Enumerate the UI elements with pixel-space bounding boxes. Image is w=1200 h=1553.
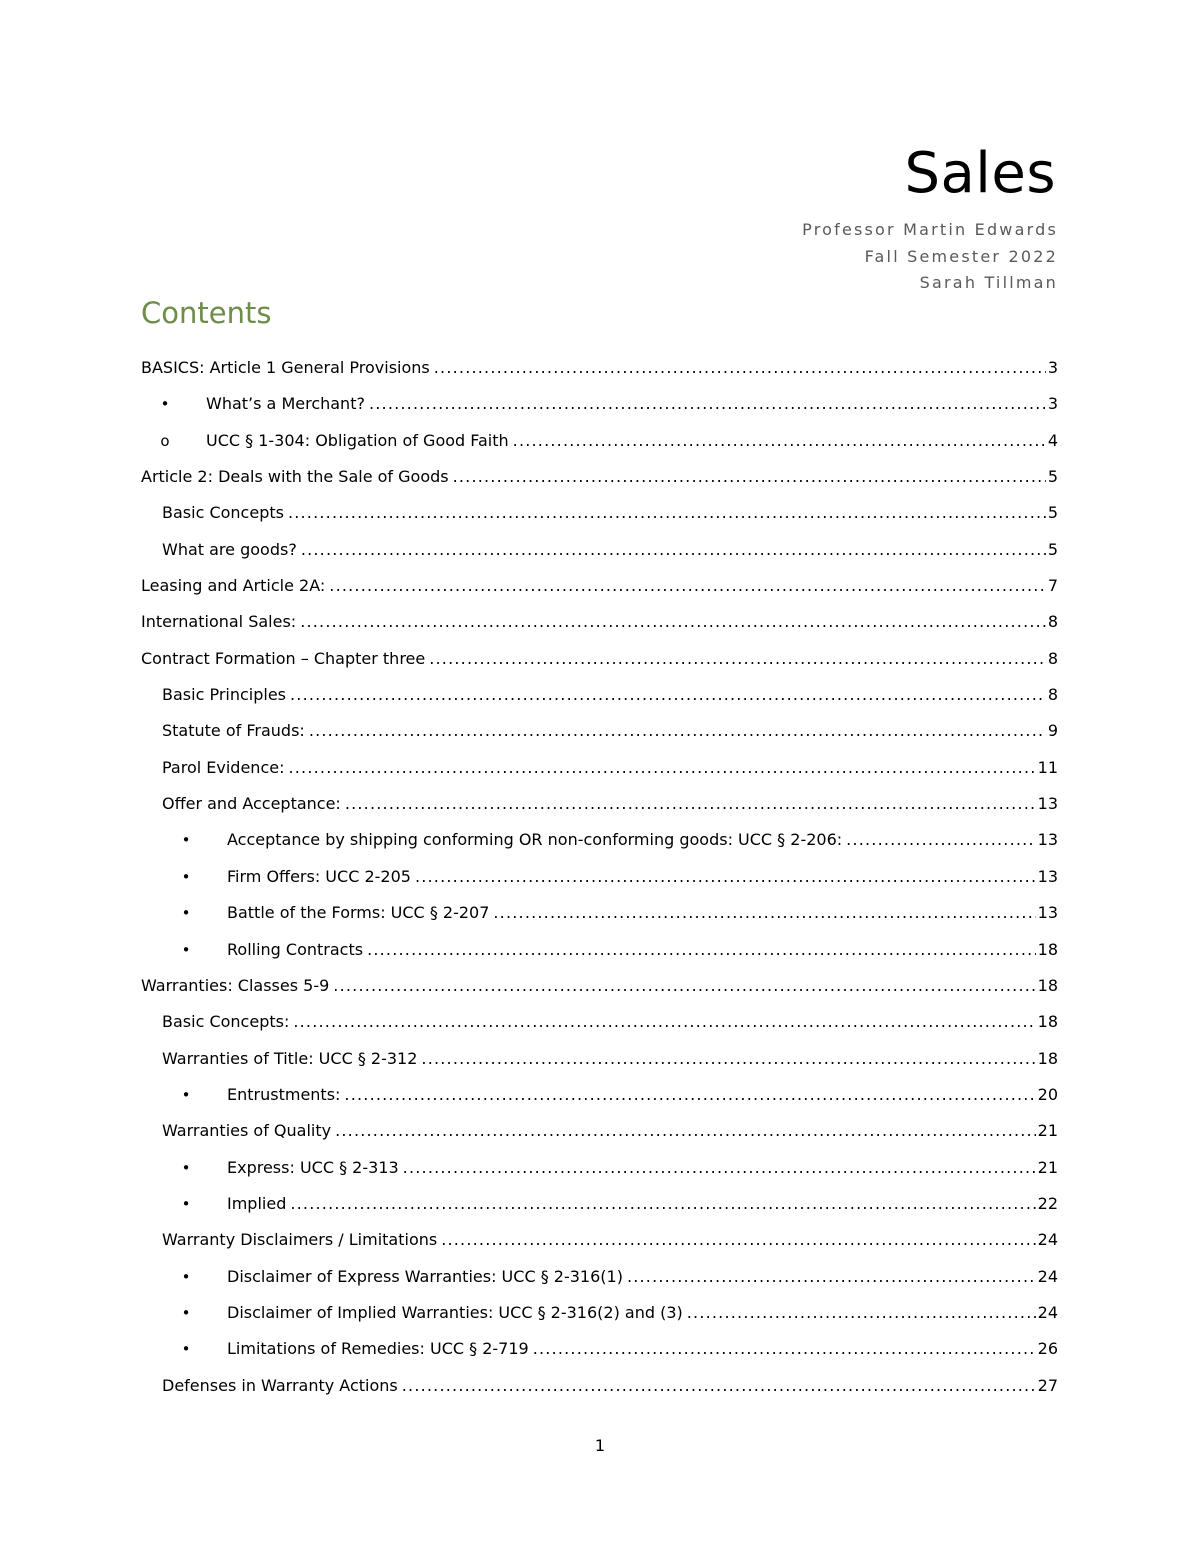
toc-entry-page[interactable]: 22 xyxy=(1037,1193,1058,1213)
toc-entry[interactable] xyxy=(141,937,1058,973)
toc-entry-title[interactable]: BASICS: Article 1 General Provisions xyxy=(141,355,432,381)
toc-entry[interactable] xyxy=(141,1300,1058,1336)
dot-leader xyxy=(513,428,1046,454)
toc-entry-page[interactable]: 24 xyxy=(1037,1302,1058,1322)
toc-entry-page[interactable]: 18 xyxy=(1037,939,1058,959)
toc-entry[interactable] xyxy=(141,355,1058,391)
toc-entry-page[interactable]: 26 xyxy=(1037,1339,1058,1359)
dot-leader xyxy=(333,973,1035,999)
toc-entry-title[interactable]: Contract Formation – Chapter three xyxy=(141,646,427,672)
toc-entry-title[interactable]: Parol Evidence: xyxy=(162,755,286,781)
toc-entry[interactable] xyxy=(141,718,1058,754)
toc-entry-title[interactable]: Express: UCC § 2-313 xyxy=(227,1155,401,1181)
toc-entry[interactable] xyxy=(141,827,1058,863)
toc-entry-title[interactable]: Warranties: Classes 5-9 xyxy=(141,973,331,999)
dot-leader xyxy=(290,1191,1035,1217)
toc-entry[interactable] xyxy=(141,464,1058,500)
toc-entry-title[interactable]: What are goods? xyxy=(162,537,299,563)
toc-entry[interactable] xyxy=(141,682,1058,718)
toc-entry[interactable] xyxy=(141,1046,1058,1082)
toc-entry[interactable] xyxy=(141,1118,1058,1154)
toc-entry[interactable] xyxy=(141,1264,1058,1300)
page-number: 1 xyxy=(594,1436,606,1455)
toc-entry-title[interactable]: Basic Concepts xyxy=(162,500,286,526)
toc-entry[interactable] xyxy=(141,900,1058,936)
bullet-icon: • xyxy=(160,395,170,414)
toc-entry-page[interactable]: 8 xyxy=(1047,612,1058,632)
toc-entry[interactable] xyxy=(141,973,1058,1009)
dot-leader xyxy=(421,1046,1035,1072)
toc-entry-title[interactable]: Article 2: Deals with the Sale of Goods xyxy=(141,464,451,490)
bullet-icon: • xyxy=(181,1340,191,1359)
table-of-contents xyxy=(141,355,1058,1409)
toc-entry[interactable] xyxy=(141,391,1058,427)
dot-leader xyxy=(415,864,1036,890)
toc-entry-title[interactable]: UCC § 1-304: Obligation of Good Faith xyxy=(206,428,511,454)
toc-entry-title[interactable]: Warranties of Quality xyxy=(162,1118,333,1144)
dot-leader xyxy=(846,827,1035,853)
toc-entry[interactable] xyxy=(141,864,1058,900)
toc-entry-title[interactable]: Entrustments: xyxy=(227,1082,342,1108)
toc-entry-title[interactable]: International Sales: xyxy=(141,609,298,635)
circle-bullet-icon: o xyxy=(160,431,170,450)
toc-entry-page[interactable]: 11 xyxy=(1037,757,1058,777)
bullet-icon: • xyxy=(181,1303,191,1322)
toc-entry-page[interactable]: 3 xyxy=(1047,394,1058,414)
toc-entry-title[interactable]: Limitations of Remedies: UCC § 2-719 xyxy=(227,1336,531,1362)
toc-entry[interactable] xyxy=(141,1009,1058,1045)
dot-leader xyxy=(441,1227,1035,1253)
toc-entry-page[interactable]: 4 xyxy=(1047,430,1058,450)
toc-entry-title[interactable]: Defenses in Warranty Actions xyxy=(162,1373,400,1399)
toc-entry-page[interactable]: 13 xyxy=(1037,830,1058,850)
bullet-icon: • xyxy=(181,831,191,850)
toc-entry[interactable] xyxy=(141,1227,1058,1263)
toc-entry[interactable] xyxy=(141,1336,1058,1372)
toc-entry[interactable] xyxy=(141,537,1058,573)
dot-leader xyxy=(329,573,1046,599)
toc-entry-page[interactable]: 7 xyxy=(1047,576,1058,596)
toc-entry-page[interactable]: 9 xyxy=(1047,721,1058,741)
toc-entry[interactable] xyxy=(141,791,1058,827)
toc-entry[interactable] xyxy=(141,1373,1058,1409)
bullet-icon: • xyxy=(181,867,191,886)
contents-heading: Contents xyxy=(141,296,272,330)
bullet-icon: • xyxy=(181,904,191,923)
dot-leader xyxy=(402,1373,1036,1399)
toc-entry[interactable] xyxy=(141,1155,1058,1191)
toc-entry-page[interactable]: 13 xyxy=(1037,903,1058,923)
dot-leader xyxy=(434,355,1046,381)
toc-entry[interactable] xyxy=(141,646,1058,682)
toc-entry[interactable] xyxy=(141,500,1058,536)
bullet-icon: • xyxy=(181,1267,191,1286)
toc-entry-title[interactable]: Acceptance by shipping conforming OR non-conforming goods: UCC § 2-206: xyxy=(227,827,844,853)
dot-leader xyxy=(687,1300,1036,1326)
toc-entry-page[interactable]: 13 xyxy=(1037,794,1058,814)
toc-entry-page[interactable]: 8 xyxy=(1047,648,1058,668)
dot-leader xyxy=(335,1118,1036,1144)
bullet-icon: • xyxy=(181,1158,191,1177)
bullet-icon: • xyxy=(181,940,191,959)
dot-leader xyxy=(290,682,1046,708)
toc-entry[interactable] xyxy=(141,428,1058,464)
toc-entry-page[interactable]: 21 xyxy=(1037,1157,1058,1177)
toc-entry-title[interactable]: Firm Offers: UCC 2-205 xyxy=(227,864,413,890)
toc-entry-title[interactable]: Warranty Disclaimers / Limitations xyxy=(162,1227,439,1253)
semester: Fall Semester 2022 xyxy=(864,246,1058,266)
toc-entry[interactable] xyxy=(141,755,1058,791)
toc-entry[interactable] xyxy=(141,1191,1058,1227)
toc-entry[interactable] xyxy=(141,609,1058,645)
dot-leader xyxy=(288,755,1035,781)
toc-entry-page[interactable]: 8 xyxy=(1047,685,1058,705)
bullet-icon: • xyxy=(181,1194,191,1213)
toc-entry-title[interactable]: Statute of Frauds: xyxy=(162,718,307,744)
document-title: Sales xyxy=(904,141,1056,206)
toc-entry-title[interactable]: Basic Concepts: xyxy=(162,1009,291,1035)
dot-leader xyxy=(429,646,1046,672)
dot-leader xyxy=(493,900,1035,926)
toc-entry-page[interactable]: 24 xyxy=(1037,1230,1058,1250)
toc-entry-page[interactable]: 3 xyxy=(1047,358,1058,377)
toc-entry-page[interactable]: 5 xyxy=(1047,467,1058,487)
dot-leader xyxy=(453,464,1046,490)
toc-entry-title[interactable]: Offer and Acceptance: xyxy=(162,791,343,817)
toc-entry-title[interactable]: Leasing and Article 2A: xyxy=(141,573,327,599)
dot-leader xyxy=(309,718,1046,744)
toc-entry-page[interactable]: 5 xyxy=(1047,503,1058,523)
toc-entry-title[interactable]: What’s a Merchant? xyxy=(206,391,367,417)
toc-entry-title[interactable]: Basic Principles xyxy=(162,682,288,708)
dot-leader xyxy=(533,1336,1036,1362)
toc-entry-page[interactable]: 20 xyxy=(1037,1084,1058,1104)
toc-entry-page[interactable]: 24 xyxy=(1037,1266,1058,1286)
toc-entry-page[interactable]: 21 xyxy=(1037,1121,1058,1141)
dot-leader xyxy=(288,500,1046,526)
dot-leader xyxy=(293,1009,1035,1035)
dot-leader xyxy=(367,937,1036,963)
toc-entry-page[interactable]: 18 xyxy=(1037,1048,1058,1068)
dot-leader xyxy=(403,1155,1036,1181)
toc-entry-page[interactable]: 27 xyxy=(1037,1375,1058,1395)
dot-leader xyxy=(301,537,1046,563)
dot-leader xyxy=(300,609,1046,635)
toc-entry-title[interactable]: Implied xyxy=(227,1191,288,1217)
toc-entry[interactable] xyxy=(141,573,1058,609)
toc-entry-page[interactable]: 18 xyxy=(1037,1012,1058,1032)
document-meta xyxy=(802,217,1058,297)
dot-leader xyxy=(345,791,1036,817)
toc-entry-title[interactable]: Disclaimer of Implied Warranties: UCC § 2-316(2) and (3) xyxy=(227,1300,685,1326)
toc-entry-title[interactable]: Rolling Contracts xyxy=(227,937,365,963)
author-name: Sarah Tillman xyxy=(919,273,1058,292)
dot-leader xyxy=(344,1082,1035,1108)
dot-leader xyxy=(369,391,1046,417)
toc-entry[interactable] xyxy=(141,1082,1058,1118)
bullet-icon: • xyxy=(181,1085,191,1104)
toc-entry-page[interactable]: 13 xyxy=(1037,866,1058,886)
toc-entry-title[interactable]: Warranties of Title: UCC § 2-312 xyxy=(162,1046,419,1072)
toc-entry-title[interactable]: Disclaimer of Express Warranties: UCC § 2-316(1) xyxy=(227,1264,625,1290)
toc-entry-page[interactable]: 18 xyxy=(1037,975,1058,995)
toc-entry-page[interactable]: 5 xyxy=(1047,539,1058,559)
professor-name: Professor Martin Edwards xyxy=(802,220,1058,239)
toc-entry-title[interactable]: Battle of the Forms: UCC § 2-207 xyxy=(227,900,491,926)
dot-leader xyxy=(627,1264,1036,1290)
